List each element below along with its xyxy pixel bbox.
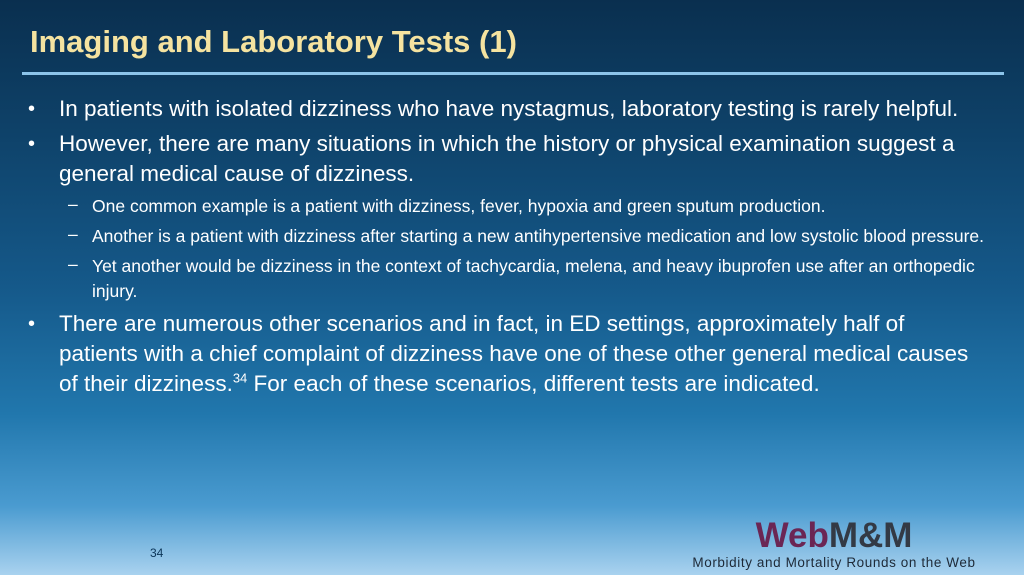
sub-bullet-marker: –	[68, 194, 78, 214]
bullet-item	[28, 94, 988, 124]
bullet-marker: •	[28, 133, 36, 155]
sub-bullet-text: Another is a patient with dizziness after starting a new antihypertensive medication and low systolic blood pressure.	[92, 226, 984, 246]
logo-web-text: Web	[755, 516, 829, 555]
sub-bullet-text: One common example is a patient with dizziness, fever, hypoxia and green sputum production.	[92, 196, 826, 216]
bullet-item	[28, 129, 988, 189]
bullet-marker: •	[28, 98, 36, 120]
title-divider	[22, 72, 1004, 75]
sub-bullet-item	[28, 194, 988, 219]
sub-bullet-text: Yet another would be dizziness in the context of tachycardia, melena, and heavy ibuprofen use after an orthopedic injury.	[92, 256, 975, 301]
sub-bullet-marker: –	[68, 254, 78, 274]
logo-wordmark	[654, 518, 1014, 554]
citation-superscript: 34	[232, 370, 248, 386]
bullet-marker: •	[28, 313, 36, 335]
slide-title: Imaging and Laboratory Tests (1)	[30, 24, 517, 59]
bullet-text: In patients with isolated dizziness who have nystagmus, laboratory testing is rarely helpful.	[59, 96, 959, 121]
sub-bullet-item	[28, 224, 988, 249]
slide-body	[28, 94, 988, 404]
webmm-logo	[654, 518, 1014, 570]
logo-mm-text: M&M	[828, 516, 913, 555]
bullet-item	[28, 309, 988, 399]
bullet-text: There are numerous other scenarios and in fact, in ED settings, approximately half of patients with a chief complaint of dizziness have one of these other general medical causes of their dizziness.	[59, 311, 969, 396]
sub-bullet-item	[28, 254, 988, 304]
bullet-text-continued: For each of these scenarios, different tests are indicated.	[247, 371, 820, 396]
bullet-text: However, there are many situations in which the history or physical examination suggest a general medical cause of dizziness.	[59, 131, 955, 186]
page-number: 34	[150, 546, 164, 560]
logo-tagline: Morbidity and Mortality Rounds on the Web	[692, 555, 976, 570]
sub-bullet-marker: –	[68, 224, 78, 244]
